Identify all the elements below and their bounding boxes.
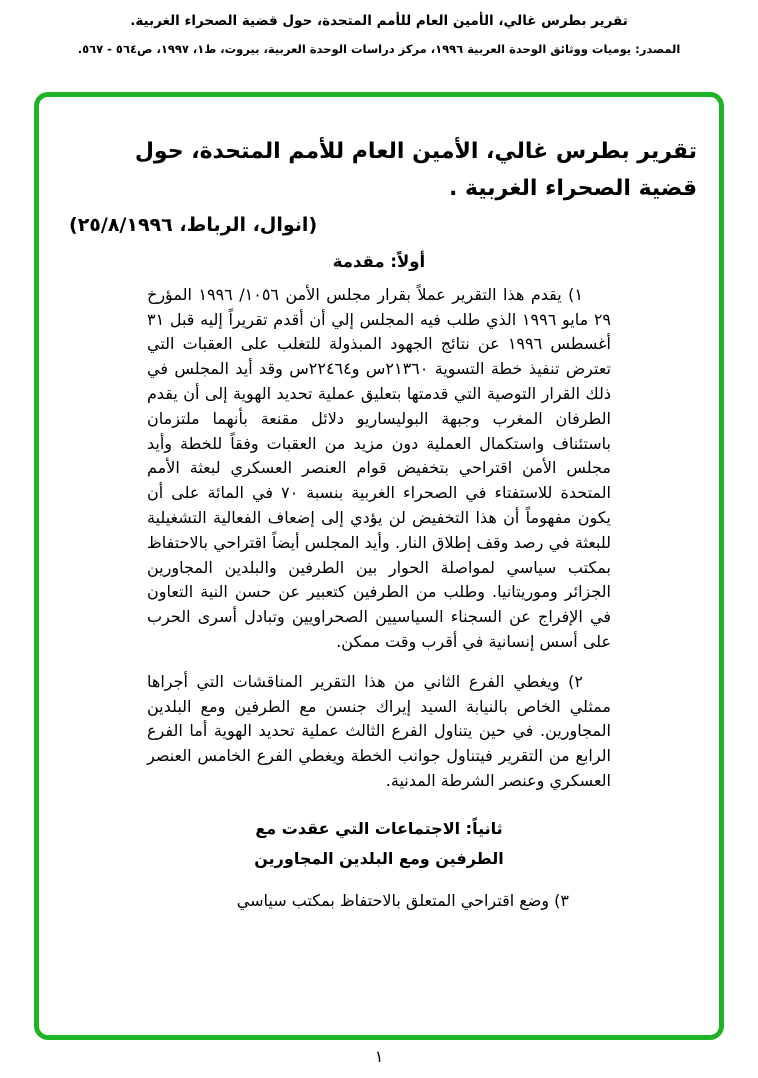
- paragraph-2: ٢) ويغطي الفرع الثاني من هذا التقرير المناقشات التي أجراها ممثلي الخاص بالنيابة السيد إيراك جنسن مع الطرفين ومع البلدين المجاورين. في حين يتناول الفرع الثالث عملية تحديد الهوية أما الفرع الرابع من التقرير فيتناول جوانب الخطة ويغطي الفرع الخامس العنصر العسكري وعنصر الشرطة المدنية.: [147, 671, 611, 790]
- document-dateline: (انوال، الرباط، ٢٥/٨/١٩٩٦): [69, 213, 318, 236]
- section-heading-second-line1: ثانياً: الاجتماعات التي عقدت مع: [255, 818, 503, 838]
- header-title-line: تقرير بطرس غالي، الأمين العام للأمم المتحدة، حول قضية الصحراء الغربية.: [130, 13, 628, 29]
- header-source-line: المصدر: يوميات ووثائق الوحدة العربية ١٩٩٦، مركز دراسات الوحدة العربية، بيروت، ط١، ١٩٩٧، ص٥٦٤ - ٥٦٧.: [77, 42, 681, 56]
- paragraph-1: ١) يقدم هذا التقرير عملاً بقرار مجلس الأمن ١٠٥٦/ ١٩٩٦ المؤرخ ٢٩ مايو ١٩٩٦ الذي طلب فيه المجلس إلي أن أقدم تقريراً إليه قبل ٣١ أغسطس ١٩٩٦ عن نتائج الجهود المبذولة للتغلب على العقبات التي تعترض تنفيذ خطة التسوية ٢١٣٦٠س و٢٢٤٦٤س وقد أيد المجلس في ذلك القرار التوصية التي قدمتها بتعليق عملية تحديد الهوية إلى أن يقدم الطرفان المغرب وجبهة البوليساريو دلائل مقنعة بأنهما ملتزمان باستئناف واستكمال العملية دون مزيد من العقبات وفقاً للخطة وأيد مجلس الأمن اقتراحي بتخفيض قوام العنصر العسكري لبعثة الأمم المتحدة للاستفتاء في الصحراء الغربية بنسبة ٧٠ في المائة على أن يكون مفهوماً أن هذا التخفيض لن يؤدي إلى إضعاف الفعالية التشغيلية للبعثة في رصد وقف إطلاق النار. وأيد المجلس أيضاً اقتراحي بالاحتفاظ بمكتب سياسي لمواصلة الحوار بين الطرفين والبلدين المجاورين الجزائر وموريتانيا. وطلب من الطرفين كتعبير عن حسن النية التعاون في الإفراج عن السجناء السياسيين الصحراويين وتبادل أسرى الحرب على أسس إنسانية في أقرب وقت ممكن.: [147, 284, 611, 651]
- section-heading-second: [147, 814, 611, 875]
- section-heading-first: أولاً: مقدمة: [332, 251, 426, 271]
- document-title: تقرير بطرس غالي، الأمين العام للأمم المتحدة، حول قضية الصحراء الغربية .: [134, 139, 697, 202]
- section-heading-second-line2: الطرفين ومع البلدين المجاورين: [254, 849, 504, 869]
- document-frame: [34, 92, 724, 1040]
- document-body: [147, 283, 611, 914]
- page-number: ١: [374, 1047, 384, 1066]
- paragraph-3: ٣) وضع اقتراحي المتعلق بالاحتفاظ بمكتب سياسي: [236, 890, 569, 910]
- source-header: [0, 0, 758, 56]
